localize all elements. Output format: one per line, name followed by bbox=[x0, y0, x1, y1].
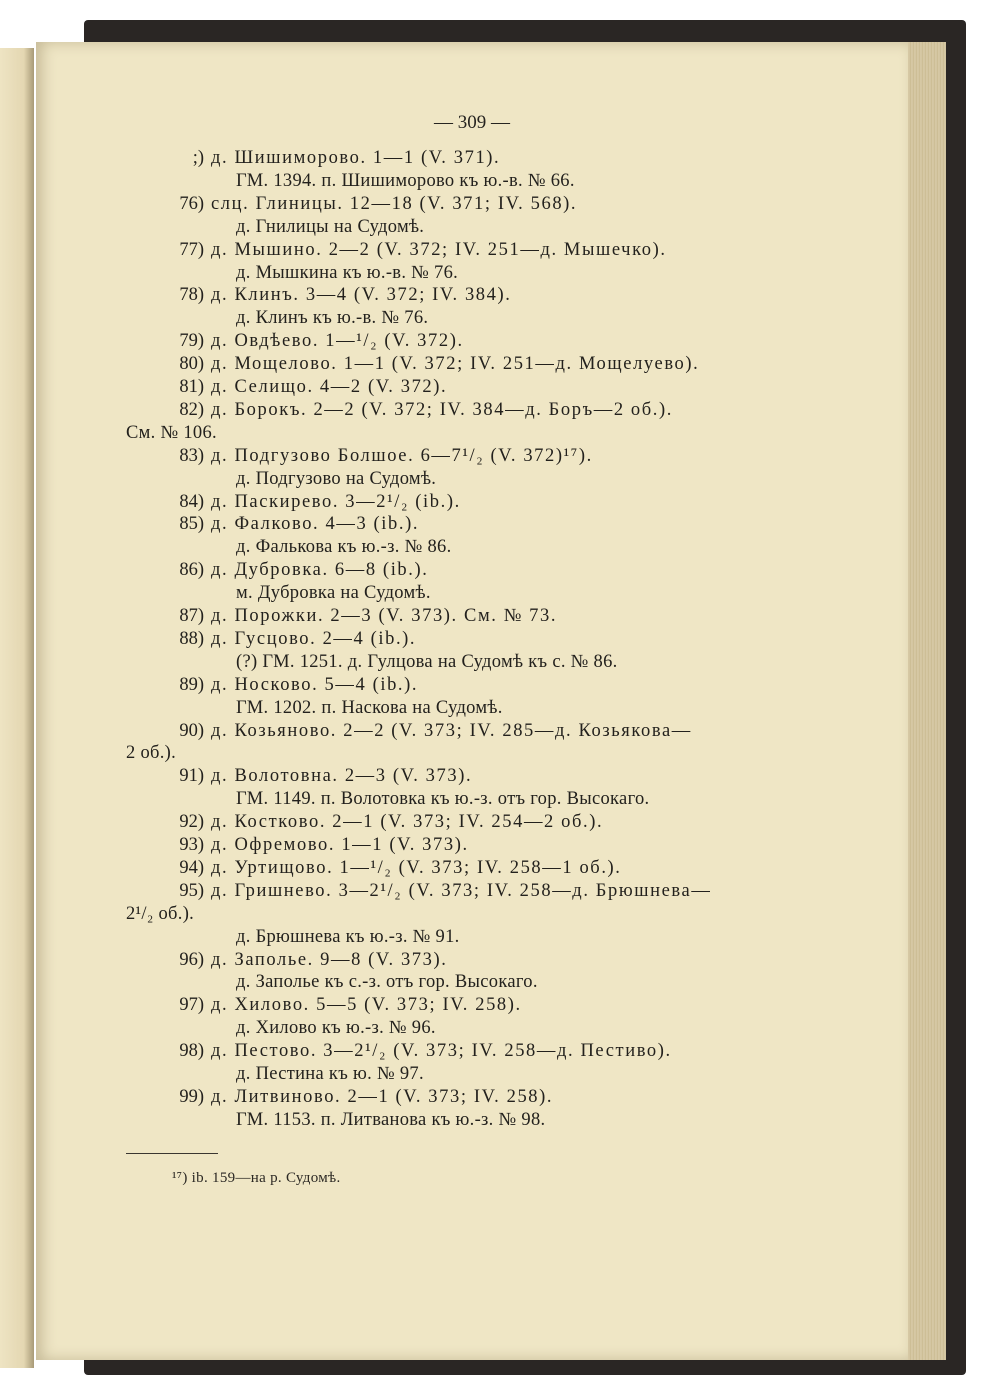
entry-text: м. Дубровка на Судомѣ. bbox=[236, 583, 431, 604]
entry-number: 85) bbox=[179, 514, 204, 535]
entry-subline bbox=[236, 169, 575, 193]
entry-number: 90) bbox=[179, 720, 204, 741]
entry-number: 81) bbox=[179, 377, 204, 397]
entry-text: д. Офремово. 1—1 (V. 373). bbox=[211, 835, 469, 855]
entry-text: д. Гусцово. 2—4 (ib.). bbox=[211, 628, 417, 649]
entry-text: д. Гнилицы на Судомѣ. bbox=[236, 216, 425, 237]
entry-number: 96) bbox=[179, 949, 204, 970]
entry-text: д. Клинъ къ ю.-в. № 76. bbox=[236, 308, 429, 329]
page-edges bbox=[905, 42, 946, 1360]
entry-line bbox=[170, 283, 512, 307]
entry-subline bbox=[236, 650, 618, 674]
entry-number: 99) bbox=[179, 1086, 204, 1107]
entry-text: д. Подгузово Болшое. 6—7¹/₂ (V. 372)¹⁷). bbox=[211, 445, 593, 466]
entry-line bbox=[170, 833, 469, 857]
entry-subline bbox=[126, 902, 194, 926]
entry-text: (?) ГМ. 1251. д. Гулцова на Судомѣ къ с. № 86. bbox=[236, 651, 618, 672]
entry-text: д. Селищо. 4—2 (V. 372). bbox=[211, 377, 448, 397]
entry-subline bbox=[236, 467, 436, 491]
entry-text: ГМ. 1394. п. Шишиморово къ ю.-в. № 66. bbox=[236, 170, 575, 191]
entry-text: д. Дубровка. 6—8 (ib.). bbox=[211, 560, 429, 581]
entry-line bbox=[170, 604, 557, 628]
entry-text: ГМ. 1149. п. Волотовка къ ю.-з. отъ гор. Высокаго. bbox=[236, 789, 650, 810]
entry-subline bbox=[236, 787, 649, 811]
left-page-edge bbox=[0, 48, 34, 1368]
entry-subline bbox=[236, 535, 452, 559]
entry-subline bbox=[126, 421, 217, 445]
entry-line bbox=[170, 444, 593, 468]
entry-subline bbox=[236, 925, 460, 949]
entry-line bbox=[170, 1085, 553, 1109]
entry-subline bbox=[126, 741, 176, 765]
entry-text: д. Фалькова къ ю.-з. № 86. bbox=[236, 537, 452, 558]
entry-text: д. Подгузово на Судомѣ. bbox=[236, 468, 437, 489]
entry-text: д. Порожки. 2—3 (V. 373). См. № 73. bbox=[211, 606, 558, 626]
entry-line bbox=[170, 993, 522, 1017]
entry-text: д. Волотовна. 2—3 (V. 373). bbox=[211, 766, 473, 787]
entry-text: д. Клинъ. 3—4 (V. 372; IV. 384). bbox=[211, 285, 512, 306]
entry-text: 2¹/₂ об.). bbox=[126, 903, 195, 924]
entry-text: д. Пестово. 3—2¹/₂ (V. 373; IV. 258—д. Пестиво). bbox=[211, 1041, 672, 1062]
entry-number: 92) bbox=[179, 812, 204, 833]
entry-subline bbox=[236, 215, 424, 239]
entry-text: д. Борокъ. 2—2 (V. 372; IV. 384—д. Боръ—2 об.). bbox=[211, 399, 674, 420]
entry-line bbox=[170, 329, 464, 353]
entry-line bbox=[170, 810, 603, 834]
entry-subline bbox=[236, 1016, 436, 1040]
entry-text: д. Литвиново. 2—1 (V. 373; IV. 258). bbox=[211, 1086, 554, 1107]
entry-number: ;) bbox=[192, 148, 204, 168]
entry-line bbox=[170, 879, 711, 903]
entry-line bbox=[170, 490, 461, 514]
entry-line bbox=[170, 192, 577, 216]
entry-line bbox=[170, 512, 419, 536]
entry-subline bbox=[236, 1108, 545, 1132]
entry-subline bbox=[236, 581, 431, 605]
entry-line bbox=[170, 558, 429, 582]
entry-text: д. Хилово къ ю.-з. № 96. bbox=[236, 1018, 436, 1039]
entry-text: д. Уртищово. 1—¹/₂ (V. 373; IV. 258—1 об.). bbox=[211, 857, 622, 878]
entry-text: слц. Глиницы. 12—18 (V. 371; IV. 568). bbox=[211, 193, 578, 214]
entry-subline bbox=[236, 696, 503, 720]
entry-text: д. Фалково. 4—3 (ib.). bbox=[211, 514, 420, 535]
entry-text: ГМ. 1202. п. Наскова на Судомѣ. bbox=[236, 697, 503, 718]
entry-text: д. Овдѣево. 1—¹/₂ (V. 372). bbox=[211, 331, 464, 352]
entry-text: д. Хилово. 5—5 (V. 373; IV. 258). bbox=[211, 995, 522, 1016]
entry-number: 98) bbox=[179, 1041, 204, 1062]
entry-number: 97) bbox=[179, 995, 204, 1016]
entry-number: 80) bbox=[179, 354, 204, 375]
entry-line bbox=[170, 375, 447, 399]
entry-number: 77) bbox=[179, 239, 204, 260]
entry-text: д. Носково. 5—4 (ib.). bbox=[211, 674, 419, 695]
entry-text: См. № 106. bbox=[126, 422, 217, 443]
entry-number: 86) bbox=[179, 560, 204, 581]
entry-text: д. Шишиморово. 1—1 (V. 371). bbox=[211, 148, 501, 168]
entry-number: 89) bbox=[179, 674, 204, 695]
entry-number: 93) bbox=[179, 835, 204, 855]
entry-text: д. Заполье къ с.-з. отъ гор. Высокаго. bbox=[236, 972, 538, 993]
entry-text: д. Гришнево. 3—2¹/₂ (V. 373; IV. 258—д. Брюшнева— bbox=[211, 880, 712, 901]
entry-line bbox=[170, 856, 622, 880]
footnote: ¹⁷) ib. 159—на р. Судомѣ. bbox=[172, 1170, 341, 1186]
page-number: — 309 — bbox=[434, 112, 510, 133]
entry-text: д. Заполье. 9—8 (V. 373). bbox=[211, 949, 448, 970]
entry-text: д. Козьяново. 2—2 (V. 373; IV. 285—д. Козьякова— bbox=[211, 720, 692, 741]
entry-number: 83) bbox=[179, 445, 204, 466]
entry-line bbox=[170, 719, 692, 743]
entry-line bbox=[170, 352, 699, 376]
entry-number: 88) bbox=[179, 628, 204, 649]
entry-subline bbox=[236, 1062, 424, 1086]
entry-subline bbox=[236, 970, 538, 994]
entry-line bbox=[170, 764, 472, 788]
entry-line bbox=[170, 398, 673, 422]
entry-text: ГМ. 1153. п. Литванова къ ю.-з. № 98. bbox=[236, 1109, 546, 1130]
entry-number: 84) bbox=[179, 491, 204, 512]
footnote-rule bbox=[126, 1153, 218, 1154]
book-page bbox=[36, 42, 908, 1360]
entry-number: 91) bbox=[179, 766, 204, 787]
entry-line bbox=[170, 238, 667, 262]
entry-text: д. Мышино. 2—2 (V. 372; IV. 251—д. Мышечко). bbox=[211, 239, 667, 260]
entry-subline bbox=[236, 306, 428, 330]
entry-text: 2 об.). bbox=[126, 743, 177, 764]
entry-number: 76) bbox=[179, 193, 204, 214]
entry-line bbox=[170, 627, 416, 651]
entry-number: 82) bbox=[179, 399, 204, 420]
entry-text: д. Пестина къ ю. № 97. bbox=[236, 1064, 424, 1084]
entry-number: 87) bbox=[179, 606, 204, 626]
entry-text: д. Паскирево. 3—2¹/₂ (ib.). bbox=[211, 491, 461, 512]
entry-number: 78) bbox=[179, 285, 204, 306]
entry-text: д. Брюшнева къ ю.-з. № 91. bbox=[236, 926, 460, 947]
entry-text: д. Мощелово. 1—1 (V. 372; IV. 251—д. Мощелуево). bbox=[211, 354, 700, 375]
entry-text: д. Мышкина къ ю.-в. № 76. bbox=[236, 262, 459, 283]
entry-line bbox=[170, 673, 418, 697]
entry-number: 79) bbox=[179, 331, 204, 352]
entry-line bbox=[170, 948, 447, 972]
entry-text: д. Костково. 2—1 (V. 373; IV. 254—2 об.). bbox=[211, 812, 604, 833]
entry-line bbox=[170, 146, 500, 170]
entry-subline bbox=[236, 261, 458, 285]
entry-line bbox=[170, 1039, 672, 1063]
entry-number: 94) bbox=[179, 857, 204, 878]
entry-number: 95) bbox=[179, 880, 204, 901]
